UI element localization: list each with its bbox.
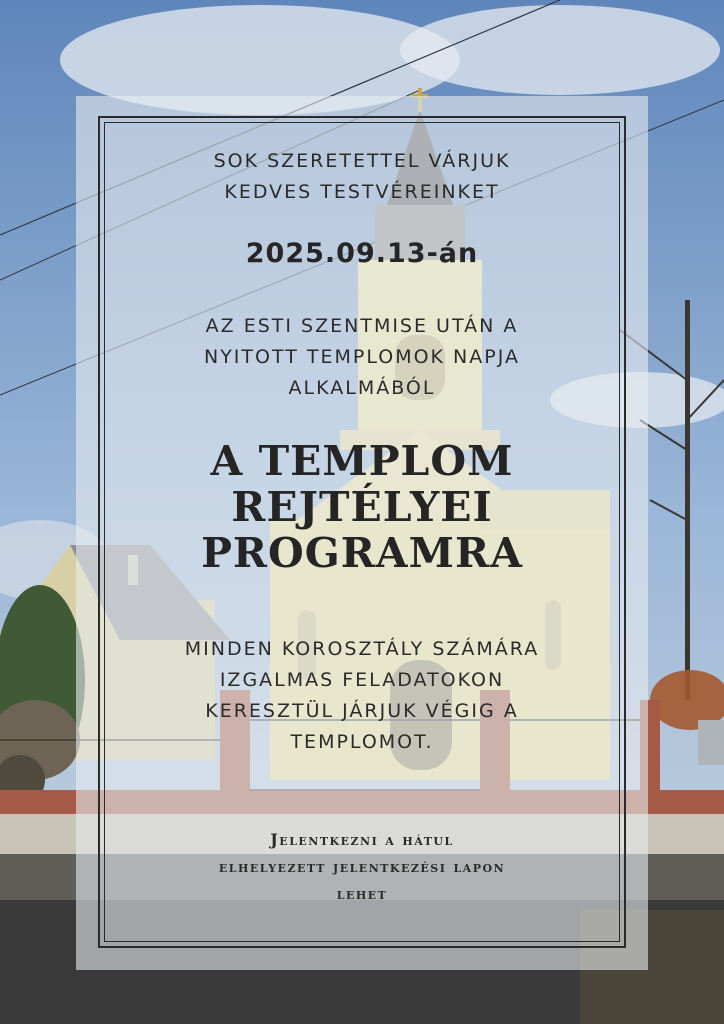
description-line: MINDEN KOROSZTÁLY SZÁMÁRA <box>184 638 540 660</box>
description-line: TEMPLOMOT. <box>290 731 434 753</box>
registration-line: elhelyezett jelentkezési lapon <box>218 857 506 876</box>
program-title <box>104 438 620 576</box>
intro-text <box>104 146 620 208</box>
title-line: REJTÉLYEI <box>231 483 493 531</box>
registration-line: lehet <box>336 884 388 903</box>
intro-line: KEDVES TESTVÉREINKET <box>224 181 500 203</box>
registration-line: Jelentkezni a hátul <box>270 830 454 849</box>
subtitle-text <box>104 311 620 404</box>
subtitle-line: AZ ESTI SZENTMISE UTÁN A <box>205 315 519 337</box>
description-text <box>104 634 620 758</box>
subtitle-line: ALKALMÁBÓL <box>288 377 436 399</box>
title-line: A TEMPLOM <box>210 437 514 485</box>
subtitle-line: NYITOTT TEMPLOMOK NAPJA <box>203 346 520 368</box>
description-line: IZGALMAS FELADATOKON <box>219 669 505 691</box>
event-date: 2025.09.13-án <box>245 238 479 269</box>
title-line: PROGRAMRA <box>201 529 523 577</box>
registration-note <box>104 826 620 907</box>
description-line: KERESZTÜL JÁRJUK VÉGIG A <box>205 700 519 722</box>
intro-line: SOK SZERETETTEL VÁRJUK <box>213 150 511 172</box>
